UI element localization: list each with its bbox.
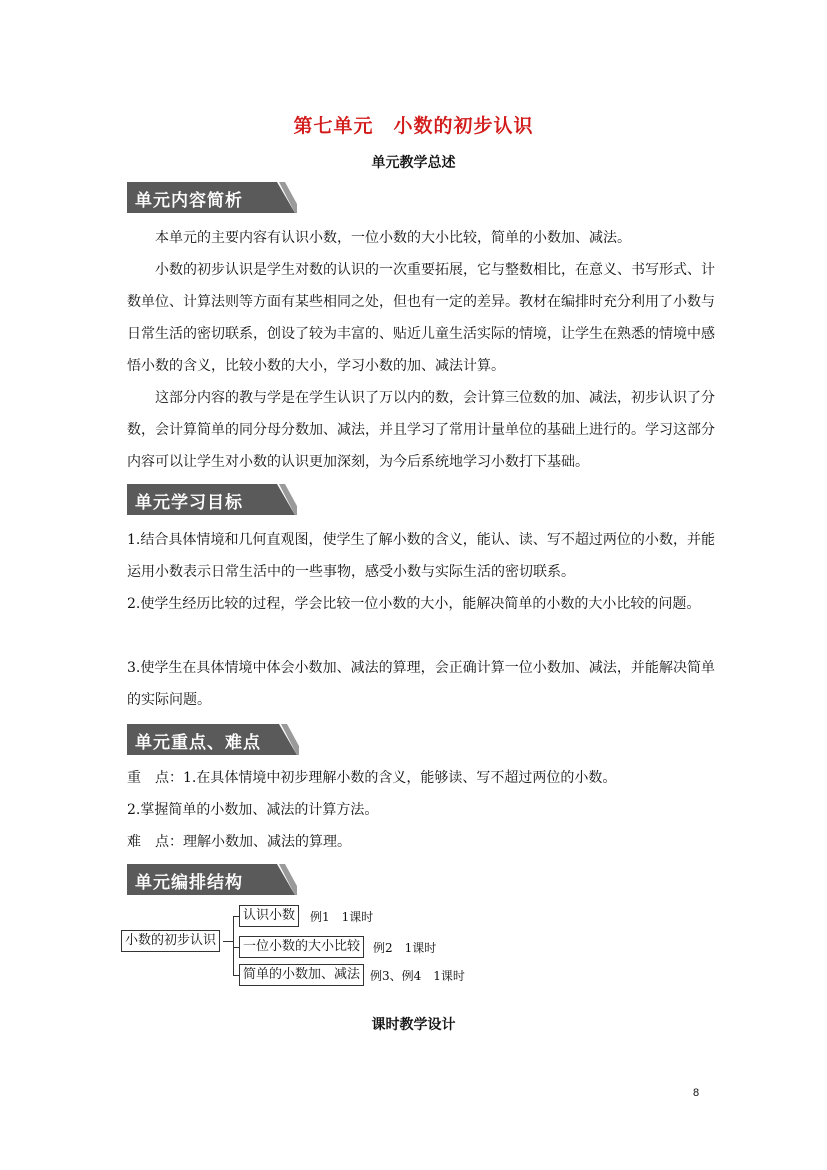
structure-branch-box: 认识小数 <box>239 905 299 927</box>
structure-branch-box: 简单的小数加、减法 <box>239 964 364 986</box>
section-heading: 单元编排结构 <box>135 873 243 893</box>
section-heading: 单元学习目标 <box>135 493 243 513</box>
lesson-design-heading: 课时教学设计 <box>371 1017 456 1033</box>
section-banner-learning-goals <box>127 484 297 515</box>
structure-branch-box: 一位小数的大小比较 <box>239 936 364 958</box>
goal-item: 2.使学生经历比较的过程，学会比较一位小数的大小，能解决简单的小数的大小比较的问题。 <box>127 596 701 612</box>
structure-branch-note: 例2 1课时 <box>373 941 437 955</box>
section-banner-key-points <box>127 724 297 755</box>
unit-subtitle: 单元教学总述 <box>371 155 456 171</box>
paragraph: 这部分内容的教与学是在学生认识了万以内的数，会计算三位数的加、减法，初步认识了分数，会计算简单的同分母分数加、减法，并且学习了常用计量单位的基础上进行的。学习这部分内容可以让学生对小数的认识更加深刻，为今后系统地学习小数打下基础。 <box>127 390 715 470</box>
section-heading: 单元重点、难点 <box>135 733 261 753</box>
goal-item: 1.结合具体情境和几何直观图，使学生了解小数的含义，能认、读、写不超过两位的小数，并能运用小数表示日常生活中的一些事物，感受小数与实际生活的密切联系。 <box>127 532 715 580</box>
unit-title: 第七单元 小数的初步认识 <box>293 115 534 137</box>
connector-line <box>223 941 233 942</box>
structure-root-box: 小数的初步认识 <box>121 930 220 952</box>
key-point-line: 重 点：1.在具体情境中初步理解小数的含义，能够读、写不超过两位的小数。 <box>127 770 617 786</box>
goal-item: 3.使学生在具体情境中体会小数加、减法的算理，会正确计算一位小数加、减法，并能解决简单的实际问题。 <box>127 660 715 708</box>
section-banner-content-analysis <box>127 182 297 213</box>
page-number: 8 <box>693 1087 700 1099</box>
paragraph: 本单元的主要内容有认识小数，一位小数的大小比较，简单的小数加、减法。 <box>155 230 631 246</box>
structure-branch-note: 例3、例4 1课时 <box>370 969 465 983</box>
key-point-line: 2.掌握简单的小数加、减法的计算方法。 <box>127 802 379 818</box>
connector-line <box>233 916 234 976</box>
section-banner-structure <box>127 864 297 895</box>
paragraph: 小数的初步认识是学生对数的认识的一次重要拓展，它与整数相比，在意义、书写形式、计数单位、计算法则等方面有某些相同之处，但也有一定的差异。教材在编排时充分利用了小数与日常生活的密切联系，创设了较为丰富的、贴近儿童生活实际的情境，让学生在熟悉的情境中感悟小数的含义，比较小数的大小，学习小数的加、减法计算。 <box>127 262 715 374</box>
structure-branch-note: 例1 1课时 <box>310 910 374 924</box>
section-heading: 单元内容简析 <box>135 191 243 211</box>
difficult-point-line: 难 点：理解小数加、减法的算理。 <box>127 834 351 850</box>
